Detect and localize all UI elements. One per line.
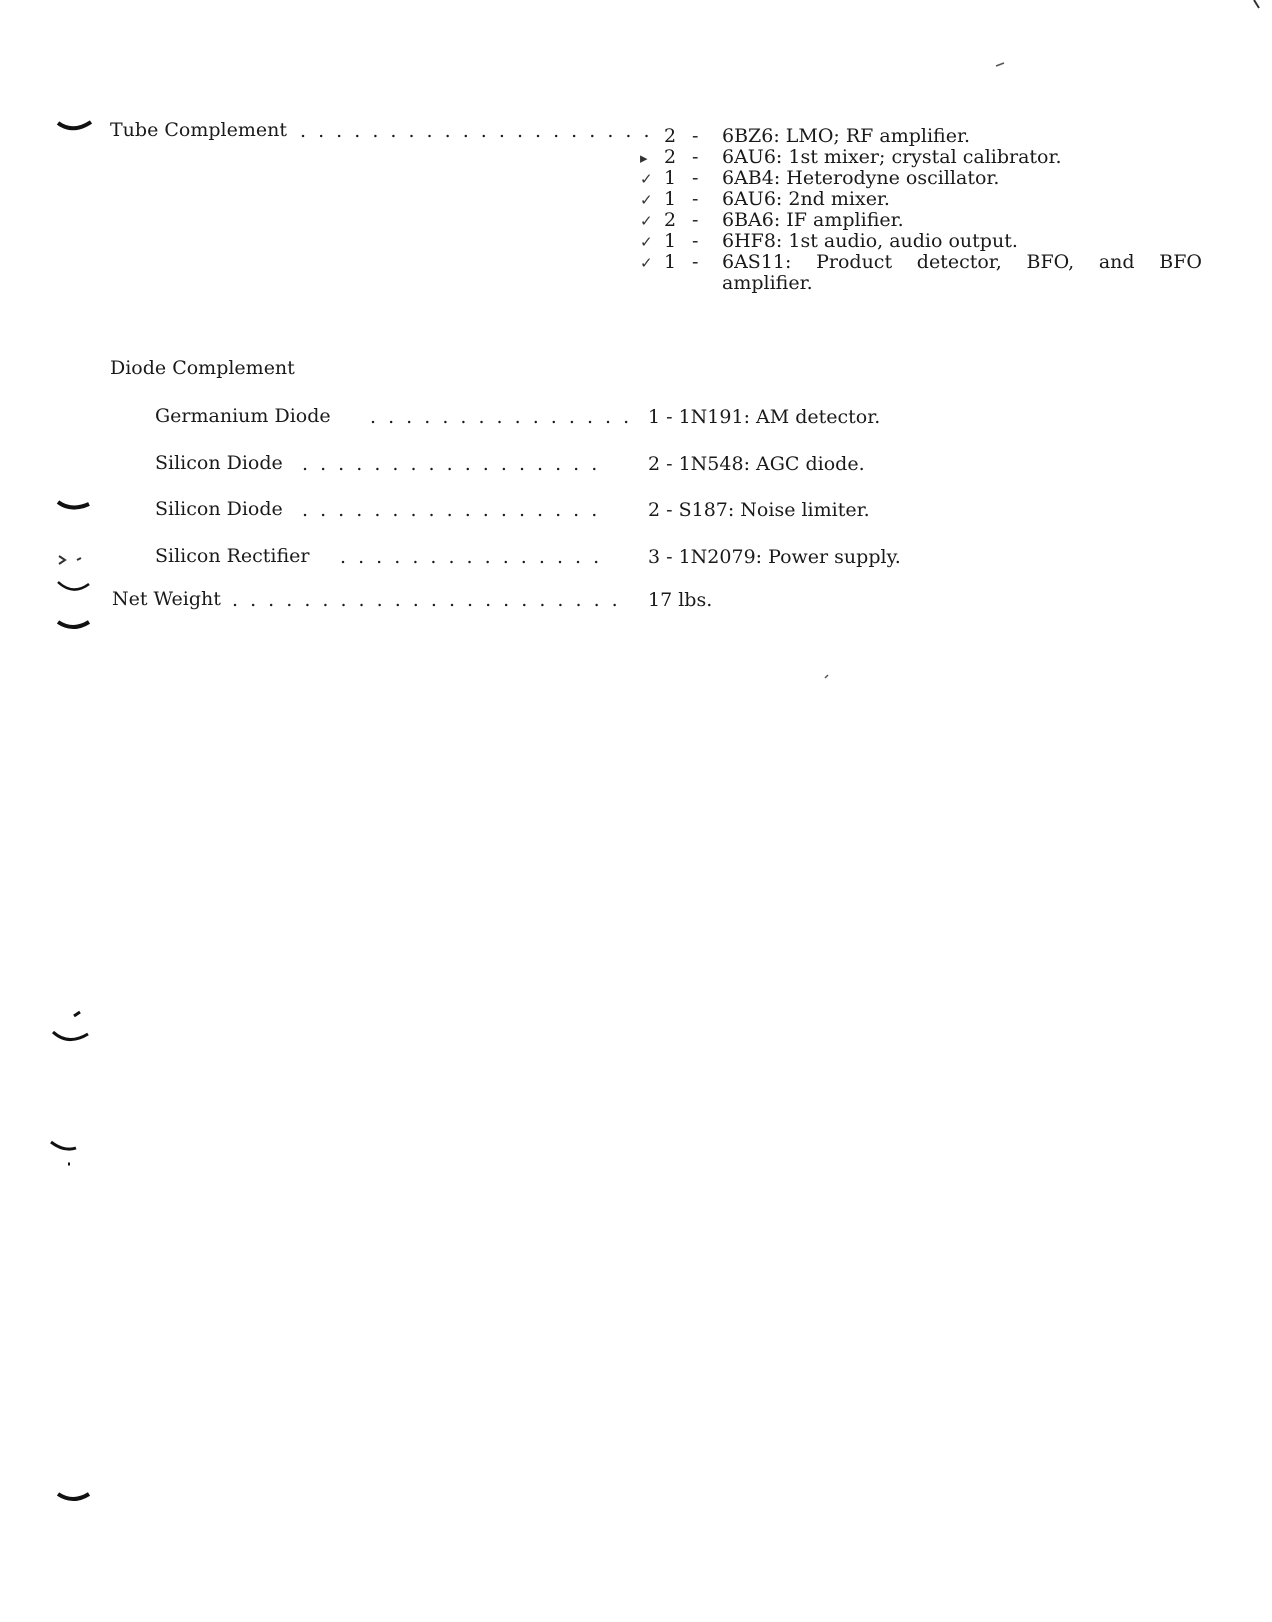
tube-qty: 1	[664, 251, 677, 273]
check-mark-icon: ▸	[640, 149, 648, 167]
tube-qty: 2	[664, 125, 677, 147]
margin-check-icon	[55, 498, 95, 518]
tube-desc: 6BZ6: LMO; RF amplifier.	[722, 125, 971, 147]
tube-dash: -	[692, 188, 699, 210]
speck-mark-icon	[994, 60, 1008, 70]
tube-list	[640, 125, 1208, 296]
check-mark-icon: ✓	[640, 254, 653, 272]
net-weight-label: Net Weight	[112, 588, 221, 610]
check-mark-icon: ✓	[640, 212, 653, 230]
tube-desc: 6AU6: 2nd mixer.	[722, 188, 890, 210]
corner-mark-icon	[1250, 0, 1264, 14]
margin-check-icon	[55, 1490, 95, 1510]
margin-check-icon	[55, 618, 95, 638]
tube-dash: -	[692, 146, 699, 168]
tube-item	[640, 146, 1208, 168]
tube-complement-label-text: Tube Complement	[110, 119, 287, 141]
tube-item	[640, 251, 1208, 296]
tube-dash: -	[692, 230, 699, 252]
diode-leader: . . . . . . . . . . . . . . . . .	[302, 499, 601, 521]
margin-check-icon	[48, 1138, 88, 1168]
tube-qty: 1	[664, 230, 677, 252]
tube-complement-leader: . . . . . . . . . . . . . . . . . . . .	[300, 120, 653, 142]
diode-leader: . . . . . . . . . . . . . . .	[340, 546, 603, 568]
margin-check-icon	[55, 578, 95, 600]
diode-label: Silicon Rectifier	[155, 545, 310, 567]
tube-dash: -	[692, 167, 699, 189]
tube-item	[640, 230, 1208, 252]
diode-value: 1 - 1N191: AM detector.	[648, 406, 881, 428]
diode-leader: . . . . . . . . . . . . . . .	[370, 406, 633, 428]
tube-qty: 1	[664, 167, 677, 189]
tube-item	[640, 167, 1208, 189]
diode-label: Silicon Diode	[155, 452, 283, 474]
tube-dash: -	[692, 125, 699, 147]
check-mark-icon: ✓	[640, 170, 653, 188]
tube-desc: 6BA6: IF amplifier.	[722, 209, 904, 231]
speck-mark-icon	[822, 672, 832, 682]
diode-value: 2 - S187: Noise limiter.	[648, 499, 870, 521]
diode-leader: . . . . . . . . . . . . . . . . .	[302, 453, 601, 475]
tube-desc: 6HF8: 1st audio, audio output.	[722, 230, 1018, 252]
net-weight-value: 17 lbs.	[648, 589, 713, 611]
margin-check-icon	[55, 550, 95, 570]
tube-complement-label	[110, 119, 287, 141]
tube-item	[648, 126, 1208, 147]
tube-desc: 6AB4: Heterodyne oscillator.	[722, 167, 1000, 189]
diode-complement-heading: Diode Complement	[110, 357, 295, 379]
check-mark-icon: ✓	[640, 191, 653, 209]
tube-qty: 2	[664, 146, 677, 168]
tube-dash: -	[692, 251, 699, 273]
diode-value: 3 - 1N2079: Power supply.	[648, 546, 901, 568]
tube-qty: 1	[664, 188, 677, 210]
net-weight-leader: . . . . . . . . . . . . . . . . . . . . . .	[232, 589, 621, 611]
margin-check-icon	[50, 1010, 90, 1044]
diode-label: Silicon Diode	[155, 498, 283, 520]
diode-label: Germanium Diode	[155, 405, 331, 427]
tube-qty: 2	[664, 209, 677, 231]
tube-dash: -	[692, 209, 699, 231]
diode-value: 2 - 1N548: AGC diode.	[648, 453, 865, 475]
tube-item	[640, 209, 1208, 231]
check-mark-icon: ✓	[640, 233, 653, 251]
tube-item	[640, 188, 1208, 210]
margin-check-icon	[55, 118, 95, 138]
tube-desc: 6AU6: 1st mixer; crystal calibrator.	[722, 146, 1062, 168]
tube-desc: 6AS11: Product detector, BFO, and BFO amplifier.	[722, 251, 1202, 294]
